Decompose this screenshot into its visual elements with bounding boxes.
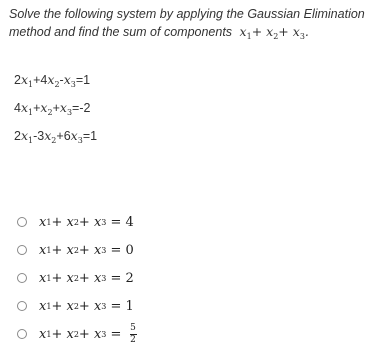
radio-button[interactable] [17,245,27,255]
question-text [9,5,379,46]
question-line-1: Solve the following system by applying the Gaussian Elimination [9,7,365,21]
option-label: x 1 + x 2 + x 3 = 0 [39,242,134,258]
option-label: x 1 + x 2 + x 3 = 1 [39,298,134,314]
radio-button[interactable] [17,273,27,283]
sum-expression: $x_1+ x_2+ x_3$. [239,24,309,41]
option-2[interactable] [17,264,137,292]
radio-button[interactable] [17,217,27,227]
option-0[interactable] [17,236,137,264]
equation-1: $2x_1+4x_2-x_3=1$ [14,72,91,89]
question-line-2: method and find the sum of components [9,25,233,39]
option-label: x 1 + x 2 + x 3 = $\frac{5}{2}$ [39,322,136,345]
equation-2: $4x_1+x_2+x_3=-2$ [14,100,91,117]
fraction: $\frac{5}{2}$ [130,322,136,345]
radio-button[interactable] [17,301,27,311]
option-label: x 1 + x 2 + x 3 = 2 [39,270,134,286]
option-label: x 1 + x 2 + x 3 = 4 [39,214,134,230]
option-1[interactable] [17,292,137,320]
radio-button[interactable] [17,329,27,339]
answer-options [17,208,137,348]
option-4[interactable] [17,208,137,236]
option-5-over-2[interactable] [17,320,137,348]
equation-3: $2x_1-3x_2+6x_3=1$ [14,128,98,145]
equation-system [14,72,97,156]
